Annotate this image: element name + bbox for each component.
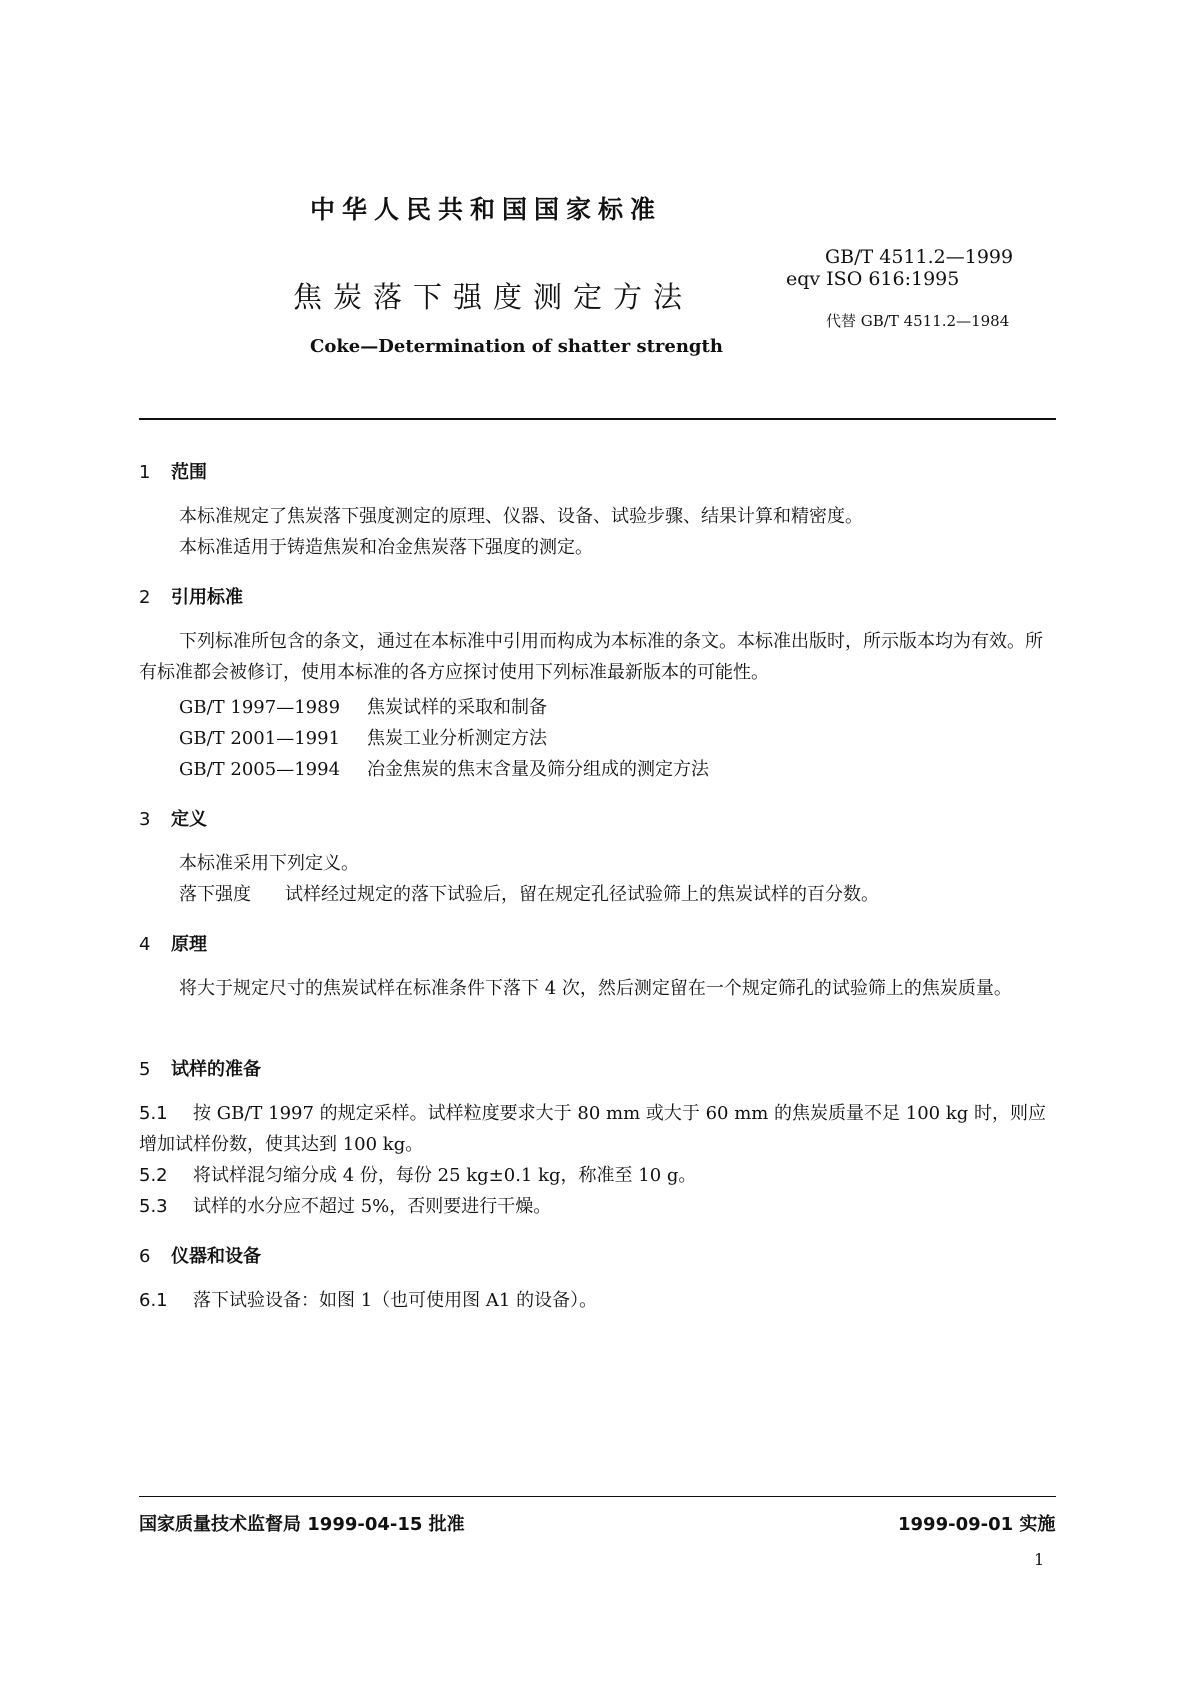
clause-text: 按 GB/T 1997 的规定采样。试样粒度要求大于 80 mm 或大于 60 mm 的焦炭质量不足 100 kg 时，则应增加试样份数，使其达到 100 kg。 (139, 1103, 1047, 1155)
approval-line: 国家质量技术监督局 1999-04-15 批准 (139, 1514, 465, 1535)
clause-number: 6.1 (139, 1290, 168, 1311)
standard-number: GB/T 4511.2—1999 (825, 246, 1014, 268)
section-5-heading (139, 1055, 261, 1081)
reference-row (179, 755, 709, 781)
definition-text: 试样经过规定的落下试验后，留在规定孔径试验筛上的焦炭试样的百分数。 (285, 884, 879, 905)
reference-code: GB/T 2001—1991 (179, 728, 341, 749)
section-number: 6 (139, 1246, 151, 1267)
section-number: 3 (139, 809, 151, 830)
page-number: 1 (1034, 1550, 1045, 1569)
footer-divider (139, 1496, 1056, 1497)
section-4-paragraph-1: 将大于规定尺寸的焦炭试样在标准条件下落下 4 次，然后测定留在一个规定筛孔的试验筛上的焦炭质量。 (179, 978, 1012, 999)
clause-text: 将试样混匀缩分成 4 份，每份 25 kg±0.1 kg，称准至 10 g。 (193, 1165, 697, 1186)
reference-row (179, 724, 547, 750)
section-title: 仪器和设备 (171, 1246, 261, 1267)
clause-text: 落下试验设备：如图 1（也可使用图 A1 的设备）。 (193, 1290, 598, 1311)
section-title: 定义 (171, 809, 207, 830)
section-1-paragraph-2: 本标准适用于铸造焦炭和冶金焦炭落下强度的测定。 (179, 537, 593, 558)
clause-5-3 (139, 1191, 1056, 1222)
effective-date-line: 1999-09-01 实施 (898, 1514, 1056, 1535)
reference-code: GB/T 2005—1994 (179, 759, 341, 780)
section-6-heading (139, 1242, 261, 1268)
clause-5-1 (139, 1098, 1056, 1160)
reference-title: 冶金焦炭的焦末含量及筛分组成的测定方法 (367, 759, 709, 780)
definition-row (179, 880, 879, 906)
replaces-standard: 代替 GB/T 4511.2—1984 (826, 312, 1010, 330)
clause-5-2 (139, 1160, 1056, 1191)
section-title: 试样的准备 (171, 1059, 261, 1080)
issuing-body-title: 中华人民共和国国家标准 (310, 195, 663, 224)
section-1-heading (139, 458, 207, 484)
reference-title: 焦炭工业分析测定方法 (367, 728, 547, 749)
reference-title: 焦炭试样的采取和制备 (367, 697, 547, 718)
section-number: 1 (139, 462, 151, 483)
section-number: 5 (139, 1059, 151, 1080)
header-divider (139, 418, 1056, 420)
section-title: 原理 (171, 934, 207, 955)
section-1-paragraph-1: 本标准规定了焦炭落下强度测定的原理、仪器、设备、试验步骤、结果计算和精密度。 (179, 506, 863, 527)
definition-term: 落下强度 (179, 884, 251, 905)
section-number: 4 (139, 934, 151, 955)
reference-code: GB/T 1997—1989 (179, 697, 341, 718)
section-title: 范围 (171, 462, 207, 483)
section-title: 引用标准 (171, 587, 243, 608)
section-4-heading (139, 930, 207, 956)
clause-number: 5.1 (139, 1103, 168, 1124)
section-3-heading (139, 805, 207, 831)
clause-number: 5.3 (139, 1196, 168, 1217)
equivalent-standard: eqv ISO 616:1995 (786, 268, 960, 290)
clause-6-1 (139, 1285, 1056, 1316)
clause-number: 5.2 (139, 1165, 168, 1186)
section-3-paragraph-1: 本标准采用下列定义。 (179, 853, 359, 874)
clause-text: 试样的水分应不超过 5%，否则要进行干燥。 (193, 1196, 552, 1217)
reference-row (179, 693, 547, 719)
section-2-heading (139, 583, 243, 609)
section-number: 2 (139, 587, 151, 608)
document-title-english: Coke—Determination of shatter strength (310, 336, 723, 357)
document-title: 焦炭落下强度测定方法 (293, 280, 694, 314)
section-2-paragraph-1: 下列标准所包含的条文，通过在本标准中引用而构成为本标准的条文。本标准出版时，所示版本均为有效。所有标准都会被修订，使用本标准的各方应探讨使用下列标准最新版本的可能性。 (139, 631, 1043, 683)
